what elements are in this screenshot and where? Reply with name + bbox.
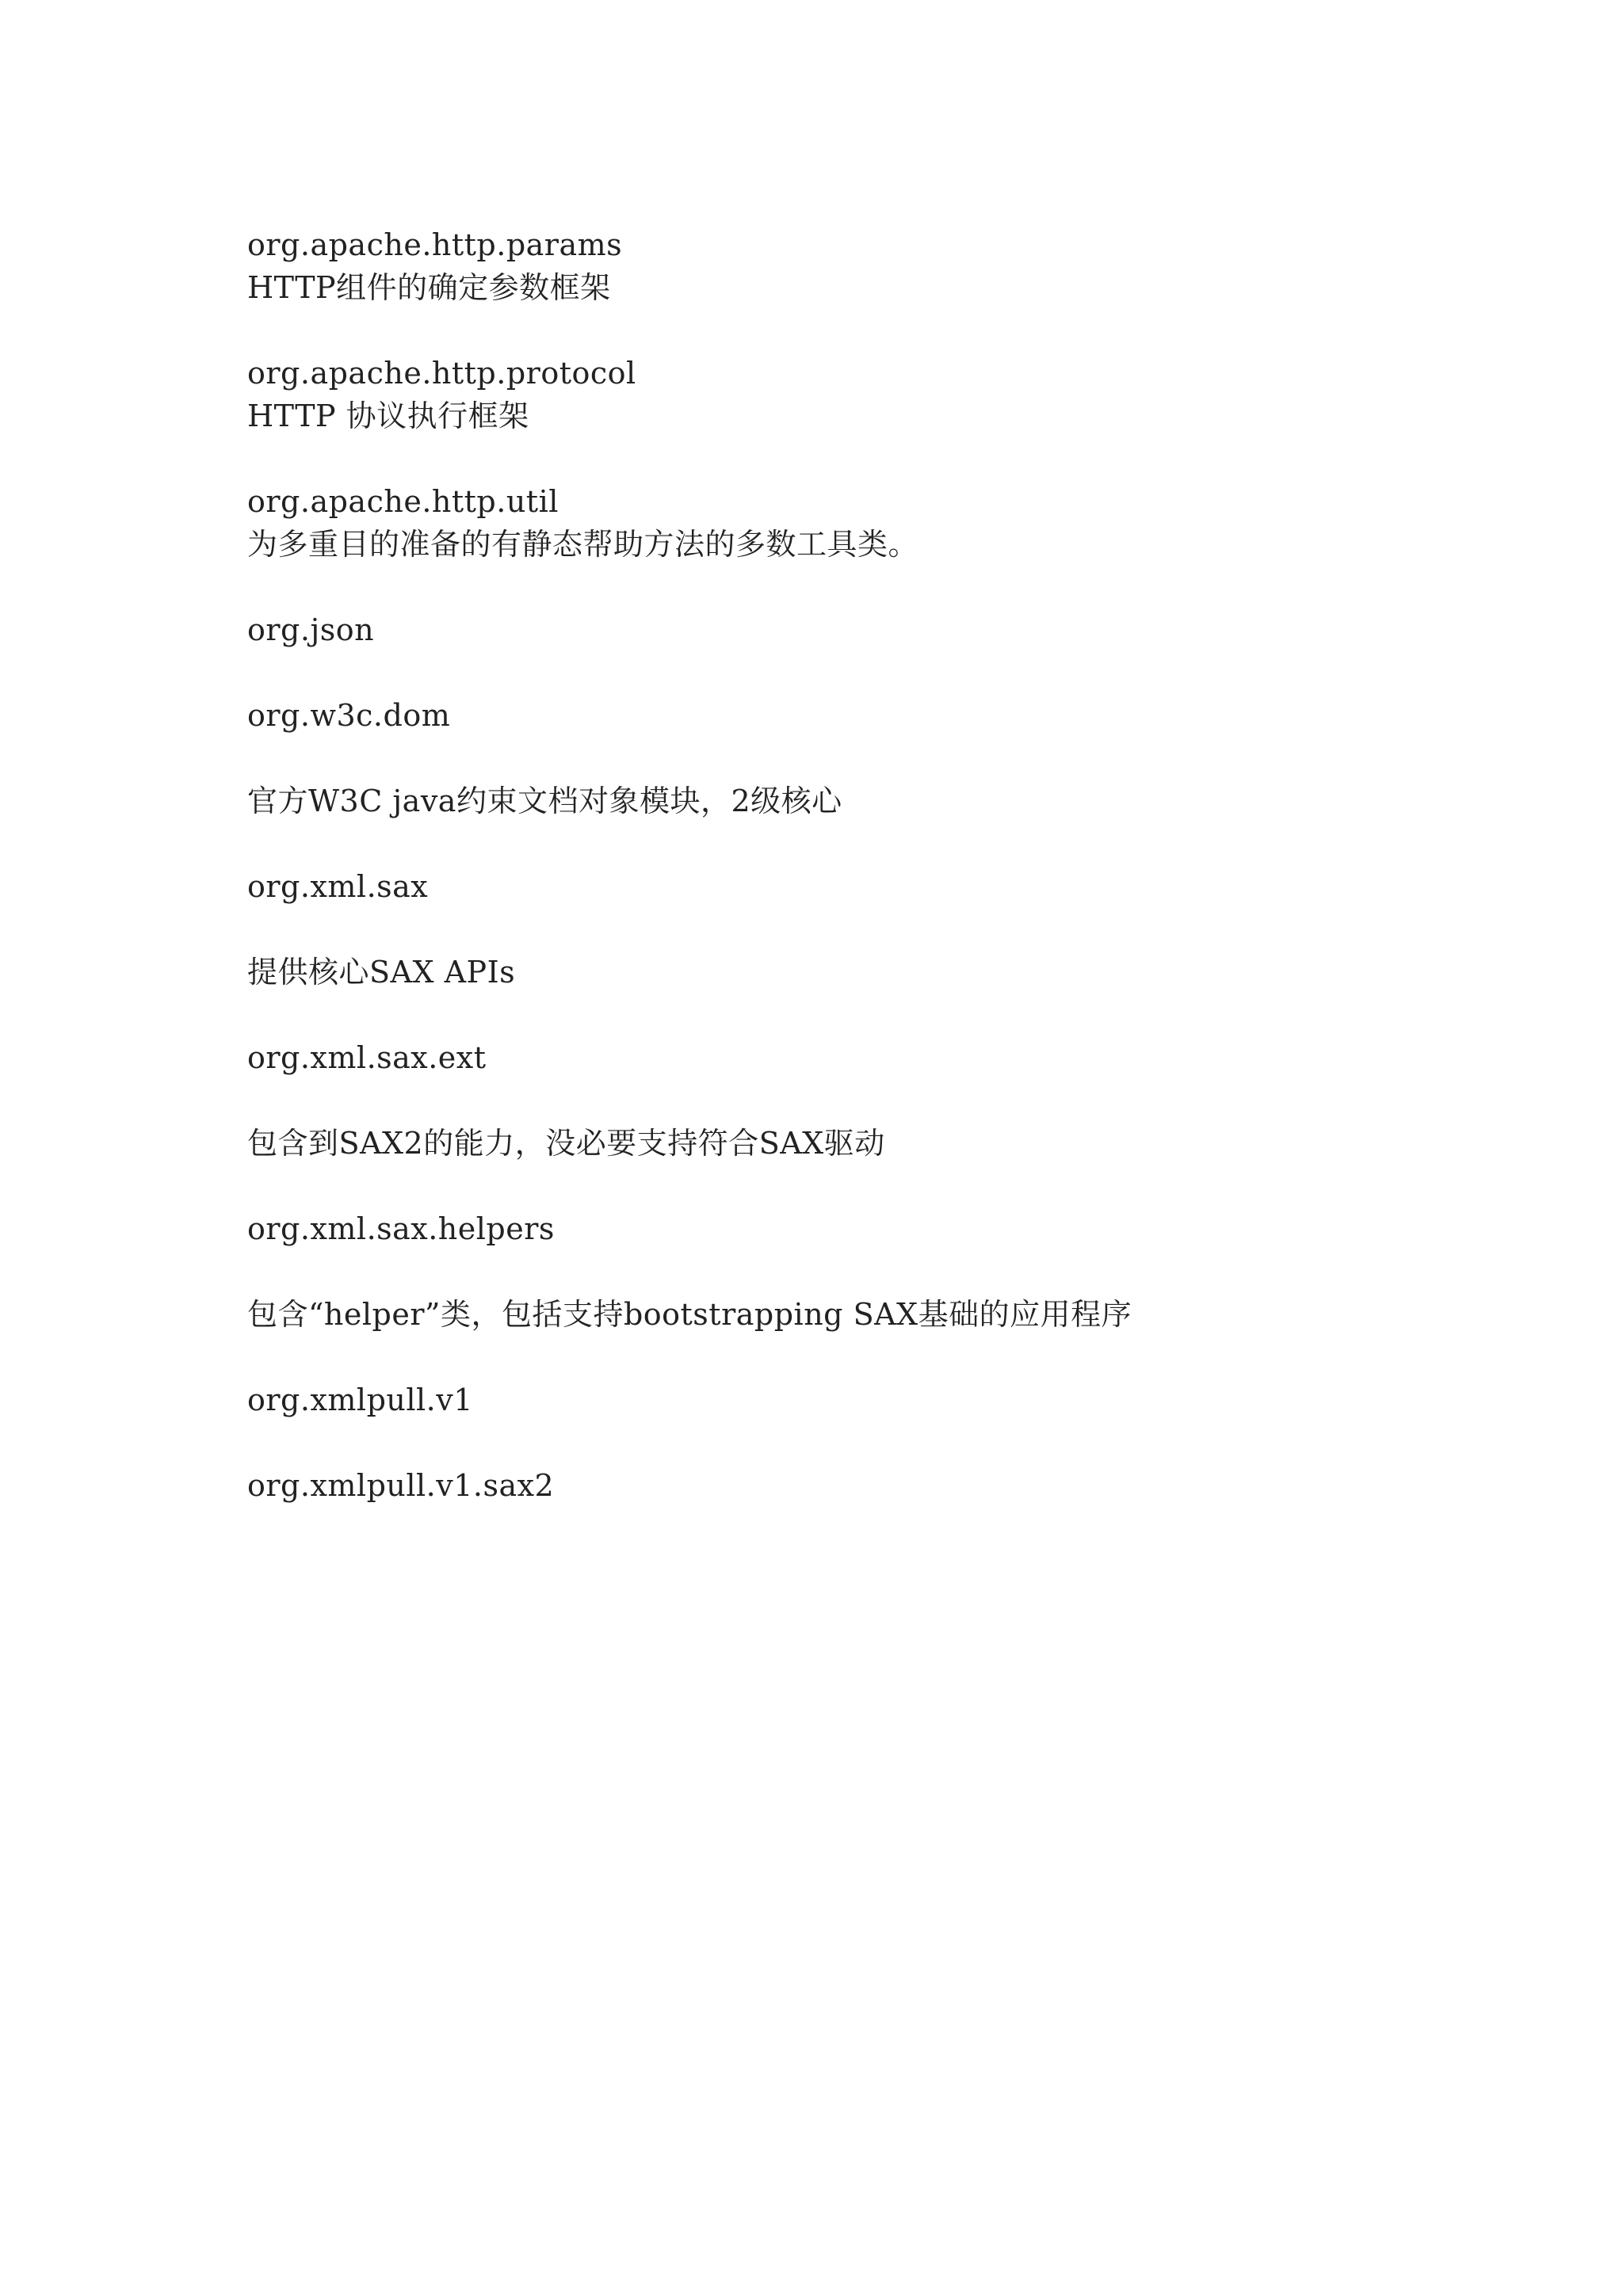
package-desc-w3c-dom: 官方W3C java约束文档对象模块，2级核心 bbox=[247, 784, 842, 818]
package-desc-xml-sax: 提供核心SAX APIs bbox=[247, 955, 516, 990]
package-name-w3c-dom: org.w3c.dom bbox=[247, 698, 451, 733]
package-name-http-protocol: org.apache.http.protocol bbox=[247, 356, 636, 391]
package-name-xmlpull-v1: org.xmlpull.v1 bbox=[247, 1383, 473, 1417]
package-name-http-params: org.apache.http.params bbox=[247, 227, 623, 262]
package-name-xml-sax-ext: org.xml.sax.ext bbox=[247, 1040, 487, 1075]
package-desc-xml-sax-ext: 包含到SAX2的能力，没必要支持符合SAX驱动 bbox=[247, 1126, 885, 1161]
package-name-xml-sax: org.xml.sax bbox=[247, 869, 429, 904]
package-name-xmlpull-v1-sax2: org.xmlpull.v1.sax2 bbox=[247, 1468, 555, 1503]
package-desc-xml-sax-helpers: 包含“helper”类，包括支持bootstrapping SAX基础的应用程序 bbox=[247, 1297, 1132, 1332]
package-name-http-util: org.apache.http.util bbox=[247, 484, 559, 519]
package-desc-http-params: HTTP组件的确定参数框架 bbox=[247, 270, 611, 305]
package-name-json: org.json bbox=[247, 612, 375, 647]
package-desc-http-util: 为多重目的准备的有静态帮助方法的多数工具类。 bbox=[247, 527, 919, 562]
package-name-xml-sax-helpers: org.xml.sax.helpers bbox=[247, 1211, 555, 1246]
package-desc-http-protocol: HTTP 协议执行框架 bbox=[247, 399, 529, 433]
